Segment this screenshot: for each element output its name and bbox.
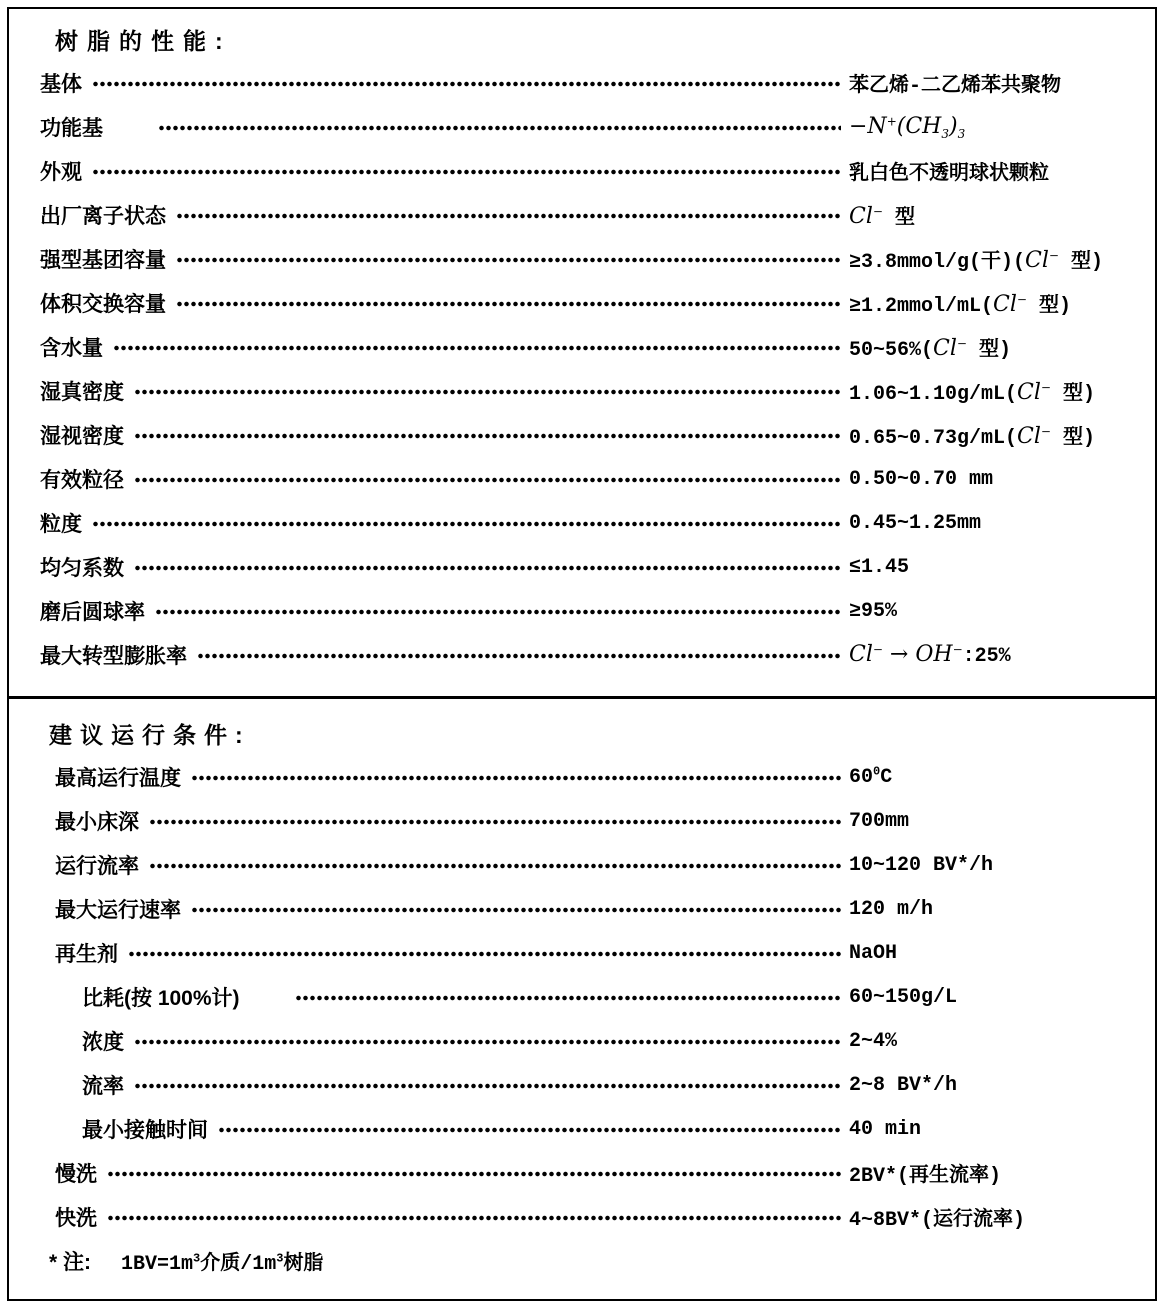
spec-row [9,545,1145,589]
spec-row [9,237,1145,281]
spec-label: 比耗(按 100%计) [82,987,240,1010]
spec-row [9,1019,1145,1063]
spec-value: 2~4% [849,1029,898,1053]
document-frame [7,7,1157,1301]
spec-value: ≥3.8mmol/g(干)(Cl− 型) [849,248,1103,274]
spec-label: 含水量 [40,337,103,360]
footnote [9,1239,1145,1283]
dot-leader [128,947,841,961]
spec-value: 60~150g/L [849,985,958,1009]
spec-label: 磨后圆球率 [40,601,145,624]
operating-conditions-section [9,699,1155,1298]
spec-row [9,589,1145,633]
dot-leader [176,253,841,267]
spec-row [9,1151,1145,1195]
dot-leader [149,859,841,873]
dot-leader [134,1079,841,1093]
spec-row [9,799,1145,843]
dot-leader [134,561,841,575]
dot-leader [176,297,841,311]
spec-value: ≥1.2mmol/mL(Cl− 型) [849,292,1071,318]
spec-value: 0.50~0.70 mm [849,467,994,491]
dot-leader [134,1035,841,1049]
spec-label: 外观 [40,161,82,184]
spec-row [9,457,1145,501]
spec-label: 湿真密度 [40,381,124,404]
dot-leader [107,1211,841,1225]
dot-leader [107,1167,841,1181]
spec-value: 4~8BV*(运行流率) [849,1209,1026,1232]
spec-label: 浓度 [82,1031,124,1054]
dot-leader [295,991,841,1005]
spec-label: 湿视密度 [40,425,124,448]
spec-row [9,1107,1145,1151]
spec-label: 基体 [40,73,82,96]
spec-label: 慢洗 [55,1163,97,1186]
spec-value: 10~120 BV*/h [849,853,994,877]
footnote-label: * 注: [49,1251,91,1274]
spec-value: 2BV*(再生流率) [849,1165,1002,1188]
spec-value: 700mm [849,809,910,833]
dot-leader [113,341,841,355]
resin-properties-section [9,9,1155,699]
spec-row [9,843,1145,887]
resin-properties-title: 树脂的性能: [55,28,232,54]
spec-label: 粒度 [40,513,82,536]
dot-leader [176,209,841,223]
dot-leader [134,385,841,399]
spec-value: 40 min [849,1117,922,1141]
spec-label: 再生剂 [55,943,118,966]
spec-row [9,1063,1145,1107]
spec-value: Cl− → OH−:25% [849,642,1011,668]
footnote-value: $1BV=1m^3$介质$/1m^3$树脂 [121,1251,324,1276]
dot-leader [134,473,841,487]
spec-value: 50~56%(Cl− 型) [849,336,1011,362]
dot-leader [197,649,841,663]
spec-row [9,413,1145,457]
spec-label: 强型基团容量 [40,249,166,272]
spec-value: Cl− 型 [849,204,915,230]
dot-leader [92,165,841,179]
spec-row [9,61,1145,105]
spec-label: 均匀系数 [40,557,124,580]
spec-label: 流率 [82,1075,124,1098]
spec-value: 乳白色不透明球状颗粒 [849,163,1049,186]
operating-conditions-title: 建议运行条件: [49,722,251,748]
spec-row [9,755,1145,799]
spec-value: 1.06~1.10g/mL(Cl− 型) [849,380,1095,406]
dot-leader [134,429,841,443]
spec-row [9,633,1145,677]
dot-leader [191,771,841,785]
dot-leader [158,121,841,135]
spec-row [9,887,1145,931]
dot-leader [218,1123,841,1137]
spec-row [9,1195,1145,1239]
spec-label: 最小接触时间 [82,1119,208,1142]
spec-label: 出厂离子状态 [40,205,166,228]
spec-value: $60^0C$ [849,763,893,789]
spec-value: 0.45~1.25mm [849,511,982,535]
spec-value: ≤1.45 [849,555,910,579]
spec-row [9,975,1145,1019]
spec-label: 最大转型膨胀率 [40,645,187,668]
spec-label: 运行流率 [55,855,139,878]
spec-label: 功能基 [40,117,103,140]
dot-leader [191,903,841,917]
spec-row [9,325,1145,369]
spec-label: 有效粒径 [40,469,124,492]
spec-label: 最大运行速率 [55,899,181,922]
spec-label: 最小床深 [55,811,139,834]
spec-row [9,501,1145,545]
spec-row [9,281,1145,325]
spec-label: 快洗 [55,1207,97,1230]
spec-value: NaOH [849,941,898,965]
spec-value: 苯乙烯-二乙烯苯共聚物 [849,75,1062,98]
dot-leader [149,815,841,829]
spec-value: 0.65~0.73g/mL(Cl− 型) [849,424,1095,450]
dot-leader [155,605,841,619]
dot-leader [92,77,841,91]
spec-row [9,193,1145,237]
spec-value: $-N^+(CH_3)_3$ [849,114,966,141]
spec-row [9,369,1145,413]
dot-leader [92,517,841,531]
spec-label: 最高运行温度 [55,767,181,790]
spec-row [9,931,1145,975]
spec-label: 体积交换容量 [40,293,166,316]
spec-value: 120 m/h [849,897,934,921]
spec-row [9,105,1145,149]
spec-value: 2~8 BV*/h [849,1073,958,1097]
spec-row [9,149,1145,193]
spec-value: ≥95% [849,599,898,623]
